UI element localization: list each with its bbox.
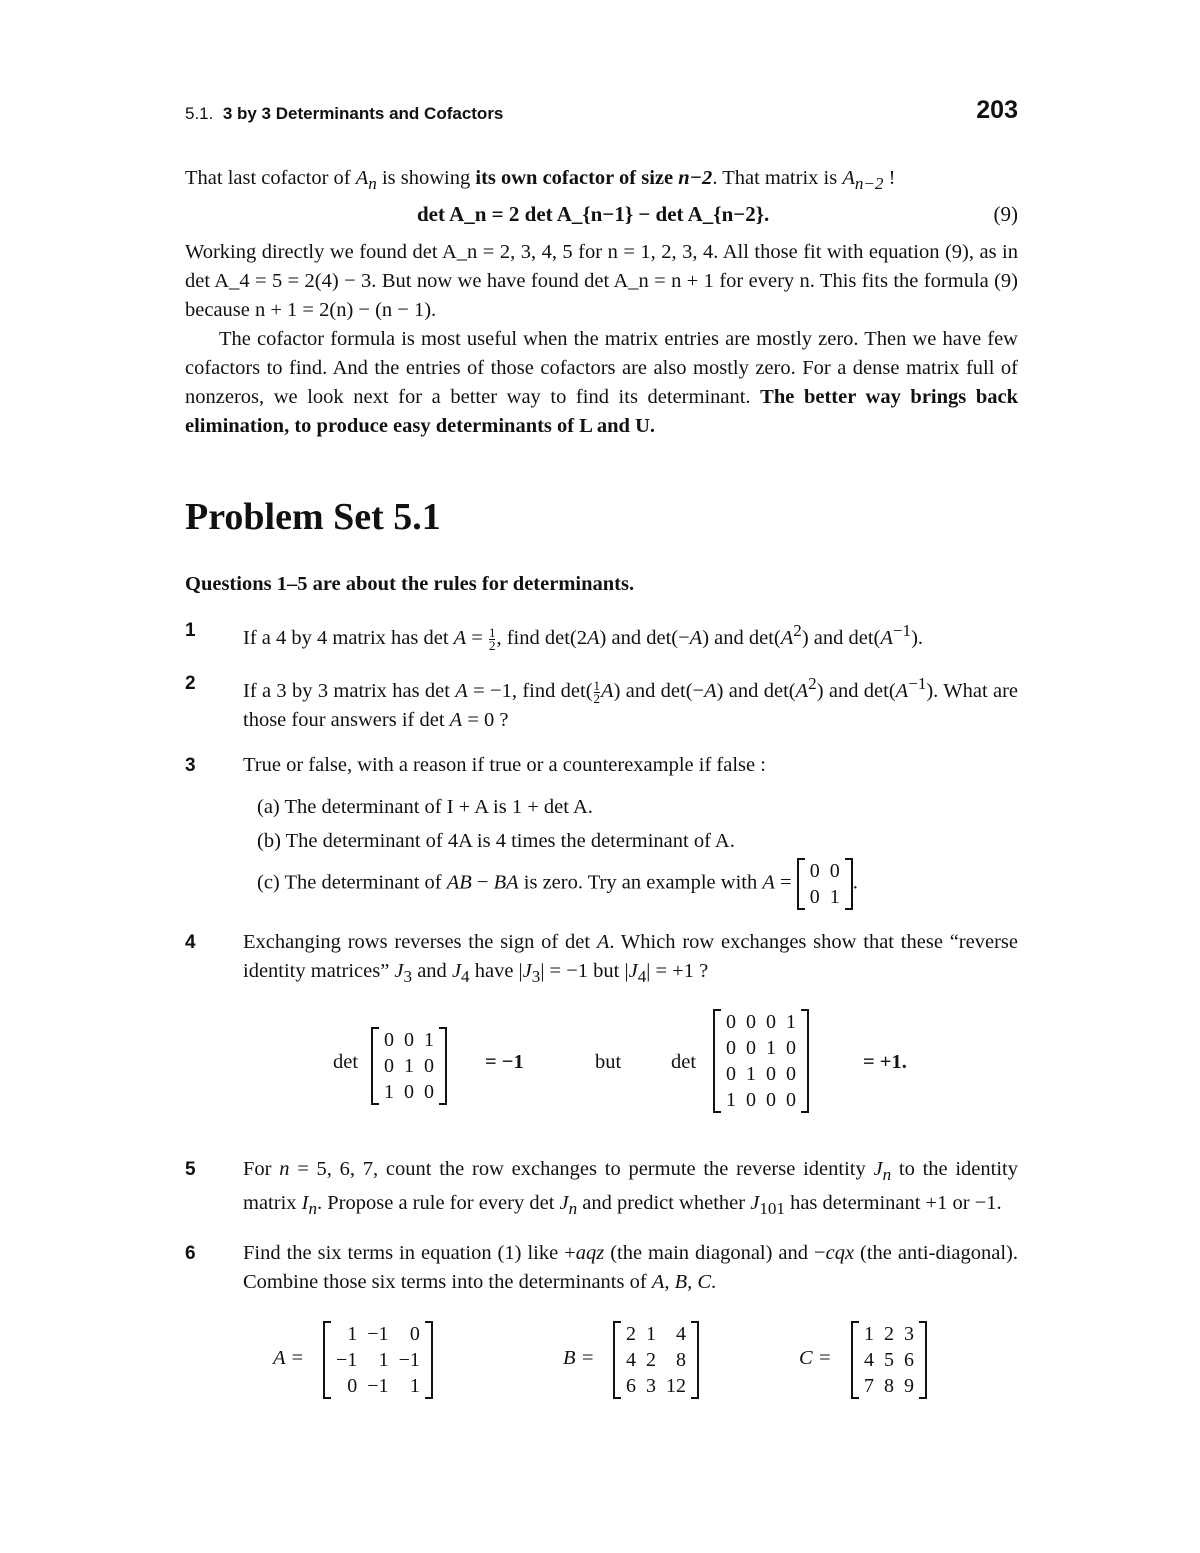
matrix-J4: 0 0 0 1 0 0 1 0 0 1 0 0 1 0 0 0 xyxy=(713,1009,809,1113)
matrix-A: 1 −1 0 −1 1 −1 0 −1 1 xyxy=(323,1321,433,1399)
problem-1: 1 If a 4 by 4 matrix has det A = $\frac{1}{2}$ , find det(2A) and det(−A) and $\det(A^2)$ and $\det(A^{-1})$. xyxy=(185,620,924,653)
equation-9 xyxy=(185,198,1018,238)
matrix-J3: 0 0 1 0 1 0 1 0 0 xyxy=(371,1027,447,1105)
section-title: 3 by 3 Determinants and Cofactors xyxy=(222,104,504,123)
problem-3: 3 True or false, with a reason if true or a counterexample if false : xyxy=(185,753,766,776)
section-number: 5.1. xyxy=(185,104,214,123)
paragraph-working: Working directly we found det A_n = 2, 3, 4, 5 for n = 1, 2, 3, 4. All those fit with equation (9), as in det A_4 = 5 = 2(4) − 3. But now we have found det A_n = n + 1 for every n. This fits the formula (9) because n + 1 = 2(n) − (n − 1). xyxy=(185,241,1018,322)
problem-5: 5 For n = 5, 6, 7, count the row exchanges to permute the reverse identity $J_n$ to the identity matrix $I_n$. Propose a rule for every $\det J_n$ and predict whether $J_{101}$ has determinant +1 or −1. xyxy=(185,1157,1018,1219)
questions-heading: Questions 1–5 are about the rules for determinants. xyxy=(185,573,635,596)
matrix-C: 1 2 3 4 5 6 7 8 9 xyxy=(851,1321,927,1399)
problem-3-parts xyxy=(185,790,1018,910)
page-number: 203 xyxy=(976,96,1018,124)
problem-3b: (b) The determinant of 4A is 4 times the determinant of A. xyxy=(257,829,735,852)
problem-6: 6 Find the six terms in equation (1) like +aqz (the main diagonal) and −cqx (the anti-diagonal). Combine those six terms into the determinants of A, B, C. xyxy=(185,1242,1018,1294)
problem-3c: (c) The determinant of AB − BA is zero. Try an example with A = 0 0 0 1 . xyxy=(257,859,858,908)
matrix-B: 2 1 4 4 2 8 6 3 12 xyxy=(613,1321,699,1399)
problem-set-title: Problem Set 5.1 xyxy=(185,496,441,539)
problem-4: 4 Exchanging rows reverses the sign of det A. Which row exchanges show that these “reverse identity matrices” $J_3$ and $J_4$ have $|J_3| = -1$ but $|J_4| = +1$ ? xyxy=(185,930,1018,986)
paragraph-cofactor: The cofactor formula is most useful when the matrix entries are mostly zero. Then we have few cofactors to find. And the entries of those cofactors are also mostly zero. For a dense matrix full of nonzeros, we look next for a better way to find its determinant. The better way brings back elimination, to produce easy determinants of L and U. xyxy=(185,328,1019,438)
problem-4-matrices: det 0 0 1 0 1 0 1 0 0 = −1 but det 0 0 0 1 0 0 1 0 0 1 0 0 1 0 0 0 = +1. xyxy=(333,1010,907,1111)
matrix-A-example: 0 0 0 1 xyxy=(797,858,853,910)
running-header xyxy=(185,96,1018,136)
section-heading xyxy=(185,104,503,124)
problem-6-matrices: A = 1 −1 0 −1 1 −1 0 −1 1 B = 2 1 4 4 2 8 6 3 12 C = 1 2 3 4 5 6 7 8 9 xyxy=(185,1315,1018,1411)
equation-text: det A_n = 2 det A_{n−1} − det A_{n−2}. xyxy=(417,202,770,227)
intro-line: That last cofactor of $A_n$ is showing its own cofactor of size n−2. That matrix is $A_{n-2}$ ! xyxy=(185,167,896,194)
problem-3a: (a) The determinant of I + A is 1 + det A. xyxy=(257,795,593,818)
equation-number: (9) xyxy=(993,202,1018,227)
problem-2: 2 If a 3 by 3 matrix has det A = −1, find det( $\frac{1}{2}$ A) and det(−A) and $\det(A^2)$ and $\det(A^{-1})$. What are those four answers if det A = 0 ? xyxy=(185,672,1019,731)
page xyxy=(185,96,1018,1411)
